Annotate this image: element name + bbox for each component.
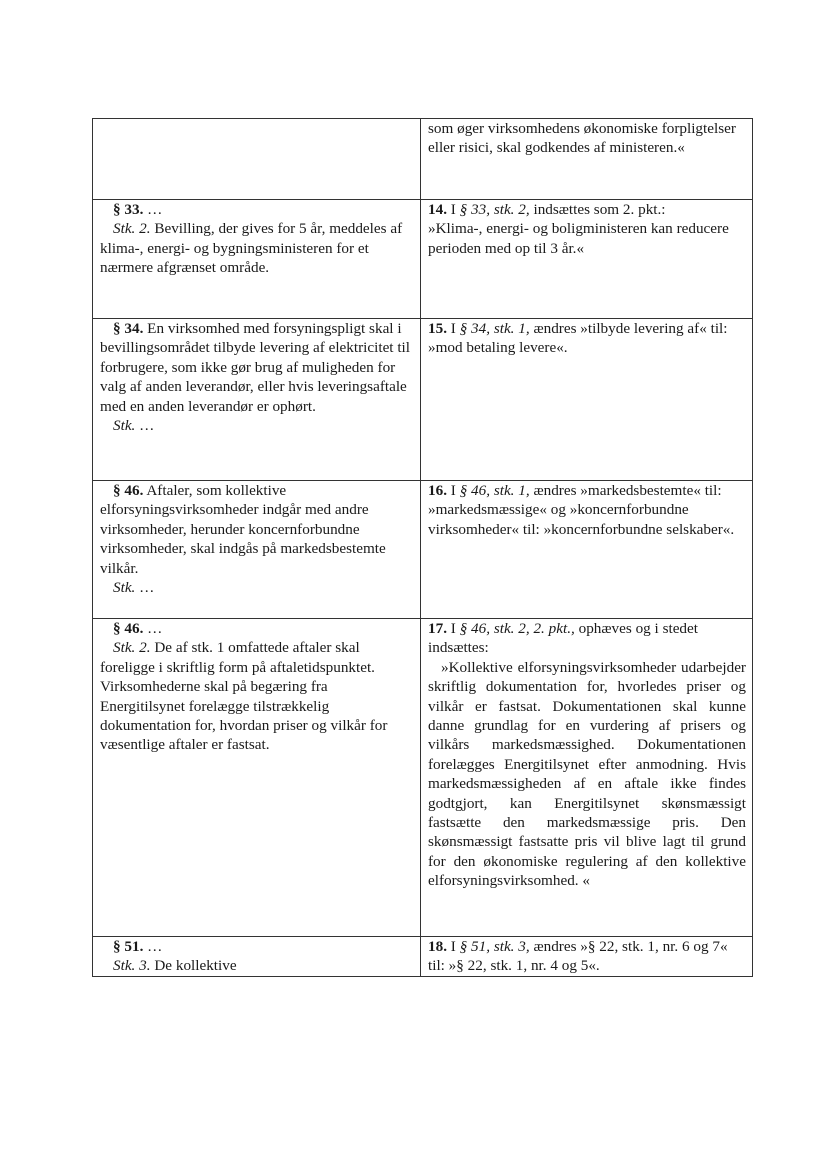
current-law-cell [93, 200, 421, 319]
amendment-paragraph [428, 319, 746, 358]
section-paragraph [100, 200, 414, 219]
amendment-number: 16. [428, 482, 447, 499]
subsection-paragraph [100, 578, 414, 597]
amendment-prefix: I [446, 201, 460, 218]
amendment-instruction: ændres »markedsbestemte« til: »markedsmæssige« og »koncernforbundne virksomheder« til: »koncernforbundne selskaber«. [428, 482, 735, 538]
amendment-number: 17. [428, 620, 447, 637]
amendment-instruction: ændres »tilbyde levering af« til: »mod betaling levere«. [428, 320, 728, 357]
section-paragraph [100, 619, 414, 638]
amendment-paragraph [428, 200, 746, 219]
section-text: … [143, 938, 163, 955]
subsection-label: Stk. 2. [113, 220, 151, 238]
amendment-cell [421, 200, 753, 319]
amendment-reference: § 33, stk. 2, [459, 201, 530, 218]
section-paragraph [100, 481, 414, 578]
section-text: En virksomhed med forsyningspligt skal i bevillingsområdet tilbyde levering af elektricitet til forbrugere, som ikke gør brug af muligheden for valg af anden leverandør, eller hvis leveringsaftale med en anden leverandør er ophørt. [100, 320, 410, 415]
amendment-quote: »Klima-, energi- og boligministeren kan reducere perioden med op til 3 år.« [428, 220, 729, 257]
section-number: § 51. [113, 938, 144, 955]
section-text: Aftaler, som kollektive elforsyningsvirksomheder indgår med andre virksomheder, herunder koncernforbundne virksomheder, skal indgås på markedsbestemte vilkår. [100, 482, 386, 577]
amendment-cell [421, 481, 753, 619]
subsection-label: Stk. [113, 579, 136, 597]
subsection-paragraph [100, 956, 414, 975]
current-law-cell [93, 319, 421, 481]
amendment-number: 15. [428, 320, 447, 337]
amendment-prefix: I [446, 320, 460, 337]
section-text: … [143, 620, 163, 637]
amendment-prefix: I [446, 620, 460, 637]
current-law-cell [93, 937, 421, 977]
amendment-instruction: ændres »§ 22, stk. 1, nr. 6 og 7« til: »§ 22, stk. 1, nr. 4 og 5«. [428, 938, 728, 975]
table-row [93, 481, 753, 619]
subsection-text: De af stk. 1 omfattede aftaler skal foreligge i skriftlig form på aftaletidspunktet. Virksomhederne skal på begæring fra Energitilsynet forelægge tilstrækkelig dokumentation for, hvordan priser og vilkår for væsentlige aftaler er fastsat. [100, 639, 388, 754]
subsection-paragraph [100, 416, 414, 435]
amendment-cell [421, 937, 753, 977]
amendment-text: som øger virksomhedens økonomiske forpligtelser eller risici, skal godkendes af ministeren.« [428, 120, 736, 157]
amendment-paragraph [428, 481, 746, 539]
amendment-prefix: I [446, 482, 460, 499]
amendment-quote: »Kollektive elforsyningsvirksomheder udarbejder skriftlig dokumentation for, hvorledes priser og vilkår er fastsat. Dokumentationen skal kunne danne grundlag for en vurdering af prisers og vilkårs markedsmæssighed. Dokumentationen forelægges Energitilsynet efter anmodning. Hvis markedsmæssigheden af en aftale ikke findes godtgjort, kan Energitilsynet skønsmæssigt fastsætte den markedsmæssige pris. Den skønsmæssigt fastsatte pris vil blive lagt til grund for den økonomiske regulering af den kollektive elforsyningsvirksomhed. « [428, 658, 746, 890]
table-row [93, 319, 753, 481]
subsection-label: Stk. 2. [113, 639, 151, 657]
amendment-number: 14. [428, 201, 447, 218]
current-law-cell [93, 481, 421, 619]
amendment-table [92, 118, 753, 977]
current-law-cell [93, 619, 421, 937]
section-number: § 33. [113, 201, 144, 218]
amendment-instruction: ophæves og i stedet indsættes: [428, 620, 698, 657]
subsection-text: De kollektive [150, 957, 237, 975]
subsection-paragraph [100, 219, 414, 277]
table-row [93, 937, 753, 977]
section-number: § 34. [113, 320, 144, 337]
table-row [93, 200, 753, 319]
amendment-prefix: I [446, 938, 460, 955]
amendment-cell [421, 119, 753, 200]
subsection-label: Stk. 3. [113, 957, 151, 975]
subsection-paragraph [100, 638, 414, 754]
section-number: § 46. [113, 482, 144, 499]
table-row [93, 619, 753, 937]
amendment-reference: § 34, stk. 1, [459, 320, 530, 337]
amendment-paragraph [428, 619, 746, 658]
current-law-cell [93, 119, 421, 200]
amendment-reference: § 46, stk. 2, 2. pkt., [459, 620, 575, 637]
subsection-text: … [135, 579, 155, 597]
amendment-paragraph [428, 937, 746, 976]
section-paragraph [100, 319, 414, 416]
subsection-text: Bevilling, der gives for 5 år, meddeles af klima-, energi- og bygningsministeren for et nærmere afgrænset område. [100, 220, 403, 277]
subsection-label: Stk. [113, 417, 136, 435]
amendment-cell [421, 319, 753, 481]
amendment-instruction: indsættes som 2. pkt.: [529, 201, 666, 218]
amendment-number: 18. [428, 938, 447, 955]
section-text: … [143, 201, 163, 218]
amendment-reference: § 51, stk. 3, [459, 938, 530, 955]
amendment-cell [421, 619, 753, 937]
subsection-text: … [135, 417, 155, 435]
amendment-reference: § 46, stk. 1, [459, 482, 530, 499]
table-row [93, 119, 753, 200]
section-number: § 46. [113, 620, 144, 637]
section-paragraph [100, 937, 414, 956]
